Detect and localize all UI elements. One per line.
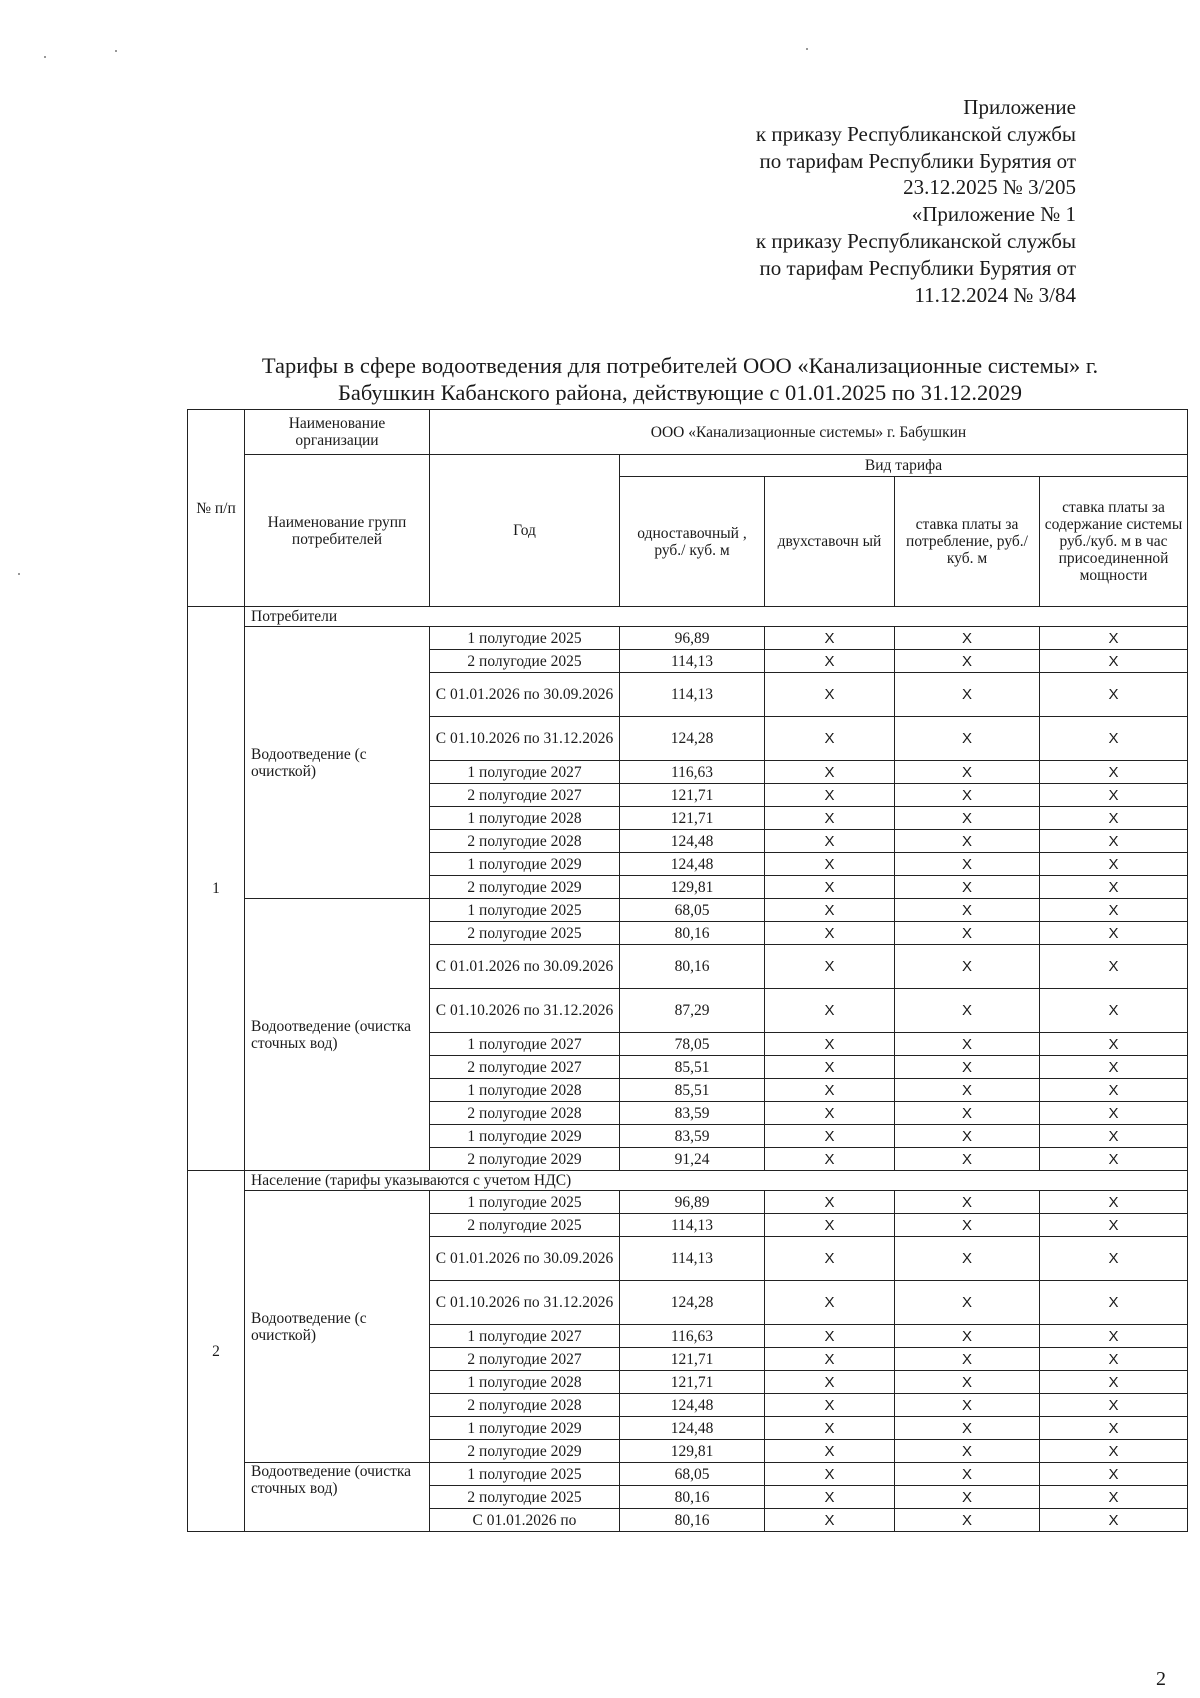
maintenance-rate-cell: X [1040, 1033, 1188, 1056]
maintenance-rate-cell: X [1040, 1214, 1188, 1237]
maintenance-rate-cell: X [1040, 627, 1188, 650]
two-rate-cell: X [765, 1056, 895, 1079]
two-rate-cell: X [765, 673, 895, 717]
table-row [188, 1463, 1188, 1486]
consumption-rate-cell: X [895, 1056, 1040, 1079]
header-org-value: ООО «Канализационные системы» г. Бабушкин [430, 410, 1188, 455]
consumption-rate-cell: X [895, 899, 1040, 922]
two-rate-cell: X [765, 784, 895, 807]
period-cell: 2 полугодие 2029 [430, 876, 620, 899]
single-rate-value: 124,28 [620, 1281, 765, 1325]
consumption-rate-cell: X [895, 1348, 1040, 1371]
consumption-rate-cell: X [895, 761, 1040, 784]
consumption-rate-cell: X [895, 1191, 1040, 1214]
single-rate-value: 116,63 [620, 761, 765, 784]
header-consumption-rate: ставка платы за потребление, руб./ куб. м [895, 477, 1040, 607]
tariff-table [187, 409, 1188, 1532]
maintenance-rate-cell: X [1040, 784, 1188, 807]
maintenance-rate-cell: X [1040, 876, 1188, 899]
consumption-rate-cell: X [895, 1440, 1040, 1463]
consumption-rate-cell: X [895, 1371, 1040, 1394]
two-rate-cell: X [765, 1281, 895, 1325]
header-year: Год [430, 455, 620, 607]
two-rate-cell: X [765, 1102, 895, 1125]
section-title: Потребители [245, 607, 1188, 627]
period-cell: 1 полугодие 2027 [430, 761, 620, 784]
single-rate-value: 87,29 [620, 989, 765, 1033]
period-cell: 1 полугодие 2028 [430, 1079, 620, 1102]
period-cell: 1 полугодие 2025 [430, 627, 620, 650]
two-rate-cell: X [765, 1486, 895, 1509]
single-rate-value: 80,16 [620, 922, 765, 945]
consumption-rate-cell: X [895, 717, 1040, 761]
consumption-rate-cell: X [895, 784, 1040, 807]
single-rate-value: 121,71 [620, 1371, 765, 1394]
consumption-rate-cell: X [895, 1214, 1040, 1237]
table-row [188, 1191, 1188, 1214]
maintenance-rate-cell: X [1040, 1486, 1188, 1509]
consumption-rate-cell: X [895, 1417, 1040, 1440]
two-rate-cell: X [765, 922, 895, 945]
consumption-rate-cell: X [895, 1148, 1040, 1171]
single-rate-value: 83,59 [620, 1102, 765, 1125]
consumption-rate-cell: X [895, 989, 1040, 1033]
consumption-rate-cell: X [895, 650, 1040, 673]
consumer-group-name: Водоотведение (очистка сточных вод) [245, 899, 430, 1171]
single-rate-value: 78,05 [620, 1033, 765, 1056]
two-rate-cell: X [765, 1125, 895, 1148]
two-rate-cell: X [765, 853, 895, 876]
consumer-group-name: Водоотведение (с очисткой) [245, 1191, 430, 1463]
two-rate-cell: X [765, 627, 895, 650]
consumption-rate-cell: X [895, 945, 1040, 989]
period-cell: С 01.10.2026 по 31.12.2026 [430, 1281, 620, 1325]
maintenance-rate-cell: X [1040, 1125, 1188, 1148]
single-rate-value: 80,16 [620, 945, 765, 989]
period-cell: С 01.01.2026 по [430, 1509, 620, 1532]
two-rate-cell: X [765, 1079, 895, 1102]
maintenance-rate-cell: X [1040, 1281, 1188, 1325]
consumption-rate-cell: X [895, 1486, 1040, 1509]
two-rate-cell: X [765, 1463, 895, 1486]
two-rate-cell: X [765, 1348, 895, 1371]
period-cell: 2 полугодие 2028 [430, 1102, 620, 1125]
period-cell: С 01.10.2026 по 31.12.2026 [430, 717, 620, 761]
header-maintenance-rate: ставка платы за содержание системы руб./куб. м в час присоединенной мощности [1040, 477, 1188, 607]
single-rate-value: 129,81 [620, 1440, 765, 1463]
consumer-group-name: Водоотведение (с очисткой) [245, 627, 430, 899]
single-rate-value: 116,63 [620, 1325, 765, 1348]
single-rate-value: 114,13 [620, 1237, 765, 1281]
maintenance-rate-cell: X [1040, 1371, 1188, 1394]
header-line: Приложение [963, 95, 1076, 119]
period-cell: 1 полугодие 2028 [430, 807, 620, 830]
single-rate-value: 80,16 [620, 1509, 765, 1532]
period-cell: С 01.10.2026 по 31.12.2026 [430, 989, 620, 1033]
consumption-rate-cell: X [895, 1102, 1040, 1125]
header-single-rate: одноставочный , руб./ куб. м [620, 477, 765, 607]
consumption-rate-cell: X [895, 1033, 1040, 1056]
single-rate-value: 121,71 [620, 807, 765, 830]
maintenance-rate-cell: X [1040, 1440, 1188, 1463]
single-rate-value: 124,48 [620, 853, 765, 876]
consumption-rate-cell: X [895, 853, 1040, 876]
header-line: 23.12.2025 № 3/205 [903, 175, 1076, 200]
appendix-header [516, 94, 1076, 308]
maintenance-rate-cell: X [1040, 1348, 1188, 1371]
single-rate-value: 91,24 [620, 1148, 765, 1171]
period-cell: 1 полугодие 2029 [430, 853, 620, 876]
single-rate-value: 85,51 [620, 1056, 765, 1079]
consumer-group-name: Водоотведение (очистка сточных вод) [245, 1463, 430, 1532]
consumption-rate-cell: X [895, 673, 1040, 717]
period-cell: 1 полугодие 2027 [430, 1325, 620, 1348]
single-rate-value: 96,89 [620, 1191, 765, 1214]
period-cell: 2 полугодие 2027 [430, 1348, 620, 1371]
header-line: к приказу Республиканской службы [755, 121, 1076, 146]
two-rate-cell: X [765, 1325, 895, 1348]
period-cell: 1 полугодие 2028 [430, 1371, 620, 1394]
title-line-1: Тарифы в сфере водоотведения для потребителей ООО «Канализационные системы» г. [261, 353, 1099, 378]
period-cell: 2 полугодие 2025 [430, 650, 620, 673]
consumption-rate-cell: X [895, 1509, 1040, 1532]
header-num: № п/п [188, 410, 245, 607]
scan-speck [806, 48, 808, 50]
period-cell: С 01.01.2026 по 30.09.2026 [430, 1237, 620, 1281]
header-line: к приказу Республиканской службы [755, 228, 1076, 253]
maintenance-rate-cell: X [1040, 1102, 1188, 1125]
maintenance-rate-cell: X [1040, 1079, 1188, 1102]
two-rate-cell: X [765, 761, 895, 784]
single-rate-value: 85,51 [620, 1079, 765, 1102]
section-number: 1 [188, 607, 245, 1171]
two-rate-cell: X [765, 807, 895, 830]
maintenance-rate-cell: X [1040, 1417, 1188, 1440]
single-rate-value: 124,48 [620, 1417, 765, 1440]
period-cell: 1 полугодие 2029 [430, 1125, 620, 1148]
period-cell: 2 полугодие 2029 [430, 1148, 620, 1171]
section-title: Население (тарифы указываются с учетом НДС) [245, 1171, 1188, 1191]
two-rate-cell: X [765, 717, 895, 761]
period-cell: 2 полугодие 2025 [430, 1486, 620, 1509]
period-cell: 2 полугодие 2027 [430, 1056, 620, 1079]
two-rate-cell: X [765, 1394, 895, 1417]
header-org-label: Наименование организации [245, 410, 430, 455]
period-cell: 1 полугодие 2025 [430, 899, 620, 922]
single-rate-value: 68,05 [620, 1463, 765, 1486]
period-cell: 1 полугодие 2025 [430, 1463, 620, 1486]
maintenance-rate-cell: X [1040, 1509, 1188, 1532]
maintenance-rate-cell: X [1040, 807, 1188, 830]
header-group-label: Наименование групп потребителей [245, 455, 430, 607]
table-row [188, 627, 1188, 650]
single-rate-value: 124,48 [620, 830, 765, 853]
maintenance-rate-cell: X [1040, 1394, 1188, 1417]
single-rate-value: 68,05 [620, 899, 765, 922]
header-line: по тарифам Республики Бурятия от [759, 255, 1076, 280]
scan-speck [115, 50, 117, 52]
period-cell: 1 полугодие 2025 [430, 1191, 620, 1214]
two-rate-cell: X [765, 1417, 895, 1440]
page-number: 2 [1156, 1668, 1166, 1690]
consumption-rate-cell: X [895, 1325, 1040, 1348]
document-title [205, 352, 1155, 406]
maintenance-rate-cell: X [1040, 989, 1188, 1033]
single-rate-value: 96,89 [620, 627, 765, 650]
two-rate-cell: X [765, 899, 895, 922]
period-cell: 2 полугодие 2028 [430, 830, 620, 853]
two-rate-cell: X [765, 1214, 895, 1237]
two-rate-cell: X [765, 830, 895, 853]
title-line-2: Бабушкин Кабанского района, действующие с 01.01.2025 по 31.12.2029 [337, 380, 1023, 405]
scan-speck [18, 573, 20, 575]
single-rate-value: 124,28 [620, 717, 765, 761]
period-cell: 2 полугодие 2025 [430, 922, 620, 945]
period-cell: 1 полугодие 2029 [430, 1417, 620, 1440]
maintenance-rate-cell: X [1040, 945, 1188, 989]
two-rate-cell: X [765, 1191, 895, 1214]
consumption-rate-cell: X [895, 1463, 1040, 1486]
maintenance-rate-cell: X [1040, 853, 1188, 876]
header-line: 11.12.2024 № 3/84 [914, 282, 1076, 307]
period-cell: 2 полугодие 2028 [430, 1394, 620, 1417]
single-rate-value: 129,81 [620, 876, 765, 899]
header-line: по тарифам Республики Бурятия от [759, 148, 1076, 173]
single-rate-value: 114,13 [620, 650, 765, 673]
period-cell: С 01.01.2026 по 30.09.2026 [430, 673, 620, 717]
header-two-rate: двухставочн ый [765, 477, 895, 607]
single-rate-value: 124,48 [620, 1394, 765, 1417]
section-number: 2 [188, 1171, 245, 1532]
single-rate-value: 114,13 [620, 1214, 765, 1237]
consumption-rate-cell: X [895, 922, 1040, 945]
maintenance-rate-cell: X [1040, 830, 1188, 853]
consumption-rate-cell: X [895, 627, 1040, 650]
single-rate-value: 121,71 [620, 784, 765, 807]
header-line: «Приложение № 1 [911, 202, 1076, 227]
maintenance-rate-cell: X [1040, 761, 1188, 784]
maintenance-rate-cell: X [1040, 1237, 1188, 1281]
two-rate-cell: X [765, 1033, 895, 1056]
table-row [188, 899, 1188, 922]
maintenance-rate-cell: X [1040, 717, 1188, 761]
single-rate-value: 80,16 [620, 1486, 765, 1509]
maintenance-rate-cell: X [1040, 673, 1188, 717]
maintenance-rate-cell: X [1040, 1056, 1188, 1079]
maintenance-rate-cell: X [1040, 650, 1188, 673]
maintenance-rate-cell: X [1040, 1463, 1188, 1486]
period-cell: 2 полугодие 2027 [430, 784, 620, 807]
two-rate-cell: X [765, 876, 895, 899]
maintenance-rate-cell: X [1040, 899, 1188, 922]
consumption-rate-cell: X [895, 1079, 1040, 1102]
maintenance-rate-cell: X [1040, 1325, 1188, 1348]
consumption-rate-cell: X [895, 807, 1040, 830]
period-cell: 1 полугодие 2027 [430, 1033, 620, 1056]
two-rate-cell: X [765, 650, 895, 673]
two-rate-cell: X [765, 989, 895, 1033]
two-rate-cell: X [765, 1237, 895, 1281]
consumption-rate-cell: X [895, 1394, 1040, 1417]
consumption-rate-cell: X [895, 1281, 1040, 1325]
period-cell: С 01.01.2026 по 30.09.2026 [430, 945, 620, 989]
period-cell: 2 полугодие 2025 [430, 1214, 620, 1237]
consumption-rate-cell: X [895, 876, 1040, 899]
single-rate-value: 83,59 [620, 1125, 765, 1148]
single-rate-value: 121,71 [620, 1348, 765, 1371]
maintenance-rate-cell: X [1040, 1191, 1188, 1214]
two-rate-cell: X [765, 1371, 895, 1394]
consumption-rate-cell: X [895, 1237, 1040, 1281]
maintenance-rate-cell: X [1040, 922, 1188, 945]
two-rate-cell: X [765, 945, 895, 989]
two-rate-cell: X [765, 1509, 895, 1532]
maintenance-rate-cell: X [1040, 1148, 1188, 1171]
consumption-rate-cell: X [895, 1125, 1040, 1148]
two-rate-cell: X [765, 1440, 895, 1463]
scan-speck [44, 56, 46, 58]
consumption-rate-cell: X [895, 830, 1040, 853]
header-tariff-type: Вид тарифа [620, 455, 1188, 477]
two-rate-cell: X [765, 1148, 895, 1171]
period-cell: 2 полугодие 2029 [430, 1440, 620, 1463]
single-rate-value: 114,13 [620, 673, 765, 717]
